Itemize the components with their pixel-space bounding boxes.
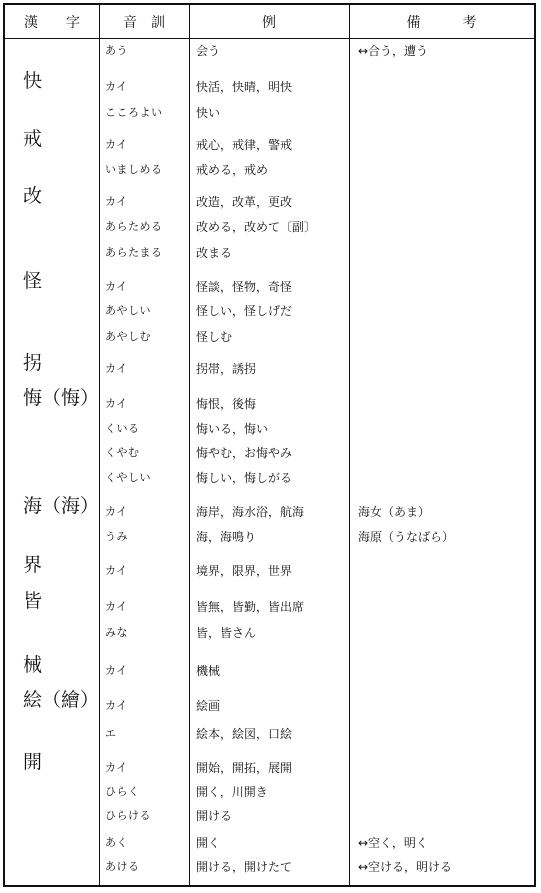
example-cell: 改まる: [196, 246, 233, 260]
kanji-entry: 皆: [23, 590, 43, 612]
example-cell: 会う: [196, 44, 221, 58]
note-cell: ↔空く，明く: [358, 836, 428, 850]
example-cell: 開く，川開き: [196, 785, 268, 799]
reading-cell: ひらける: [105, 809, 151, 822]
kanji-entry: 快: [23, 70, 43, 92]
kanji-entry: 怪: [23, 270, 43, 292]
kanji-entry: 海（海）: [23, 495, 100, 517]
reading-cell: カイ: [105, 664, 128, 677]
example-cell: 開く: [196, 836, 221, 850]
column-divider: [189, 5, 190, 885]
example-cell: 機械: [196, 664, 221, 678]
kanji-entry: 絵（繪）: [23, 689, 100, 711]
reading-cell: あく: [105, 836, 128, 849]
example-cell: 怪しい，怪しげだ: [196, 304, 293, 318]
note-cell: 海原（うなばら）: [358, 530, 455, 544]
table-header: [5, 5, 534, 39]
reading-cell: みな: [105, 626, 128, 639]
reading-cell: いましめる: [105, 163, 163, 176]
example-cell: 拐帯，誘拐: [196, 362, 257, 376]
example-cell: 開ける，開けたて: [196, 860, 293, 874]
kanji-entry: 悔（悔）: [23, 387, 100, 409]
example-cell: 悔いる，悔い: [196, 422, 269, 436]
reading-cell: カイ: [105, 505, 128, 518]
example-cell: 海，海鳴り: [196, 530, 257, 544]
header-note: 備 考: [406, 14, 477, 31]
reading-cell: エ: [105, 727, 117, 740]
reading-cell: あう: [105, 44, 128, 57]
column-divider: [99, 5, 100, 885]
example-cell: 悔恨，後悔: [196, 397, 257, 411]
reading-cell: あらためる: [105, 220, 163, 233]
kanji-entry: 械: [23, 654, 43, 676]
reading-cell: あやしい: [105, 304, 151, 317]
header-reading: 音 訓: [123, 14, 165, 31]
example-cell: 改造，改革，更改: [196, 195, 293, 209]
example-cell: 絵本，絵図，口絵: [196, 727, 293, 741]
reading-cell: うみ: [105, 530, 128, 543]
header-example: 例: [262, 14, 276, 31]
reading-cell: カイ: [105, 397, 128, 410]
example-cell: 境界，限界，世界: [196, 564, 293, 578]
reading-cell: カイ: [105, 280, 128, 293]
example-cell: 快い: [196, 106, 221, 120]
note-cell: ↔空ける，明ける: [358, 860, 453, 874]
example-cell: 怪しむ: [196, 330, 233, 344]
kanji-entry: 改: [23, 185, 43, 207]
reading-cell: こころよい: [105, 106, 163, 119]
reading-cell: くやむ: [105, 446, 140, 459]
kanji-entry: 界: [23, 554, 43, 576]
reading-cell: あける: [105, 860, 140, 873]
kanji-entry: 戒: [23, 128, 43, 150]
example-cell: 開始，開拓，展開: [196, 761, 293, 775]
reading-cell: ひらく: [105, 785, 140, 798]
example-cell: 絵画: [196, 699, 221, 713]
reading-cell: カイ: [105, 699, 128, 712]
example-cell: 開ける: [196, 809, 233, 823]
kanji-reading-table: [3, 3, 536, 887]
example-cell: 改める，改めて〔副〕: [196, 220, 317, 234]
reading-cell: くいる: [105, 422, 140, 435]
kanji-entry: 開: [23, 751, 43, 773]
example-cell: 怪談，怪物，奇怪: [196, 280, 293, 294]
column-divider: [349, 5, 350, 885]
example-cell: 悔やむ，お悔やみ: [196, 446, 293, 460]
note-cell: 海女（あま）: [358, 505, 431, 519]
example-cell: 快活，快晴，明快: [196, 80, 293, 94]
reading-cell: カイ: [105, 362, 128, 375]
header-kanji: 漢 字: [24, 14, 80, 31]
reading-cell: カイ: [105, 564, 128, 577]
example-cell: 戒心，戒律，警戒: [196, 138, 293, 152]
reading-cell: あやしむ: [105, 330, 151, 343]
reading-cell: カイ: [105, 600, 128, 613]
example-cell: 皆，皆さん: [196, 626, 257, 640]
reading-cell: あらたまる: [105, 246, 163, 259]
note-cell: ↔合う，遭う: [358, 44, 429, 58]
reading-cell: カイ: [105, 195, 128, 208]
reading-cell: カイ: [105, 761, 128, 774]
kanji-entry: 拐: [23, 352, 43, 374]
reading-cell: カイ: [105, 138, 128, 151]
example-cell: 戒める，戒め: [196, 163, 269, 177]
reading-cell: カイ: [105, 80, 128, 93]
reading-cell: くやしい: [105, 471, 151, 484]
example-cell: 海岸，海水浴，航海: [196, 505, 305, 519]
example-cell: 皆無，皆勤，皆出席: [196, 600, 305, 614]
example-cell: 悔しい，悔しがる: [196, 471, 293, 485]
